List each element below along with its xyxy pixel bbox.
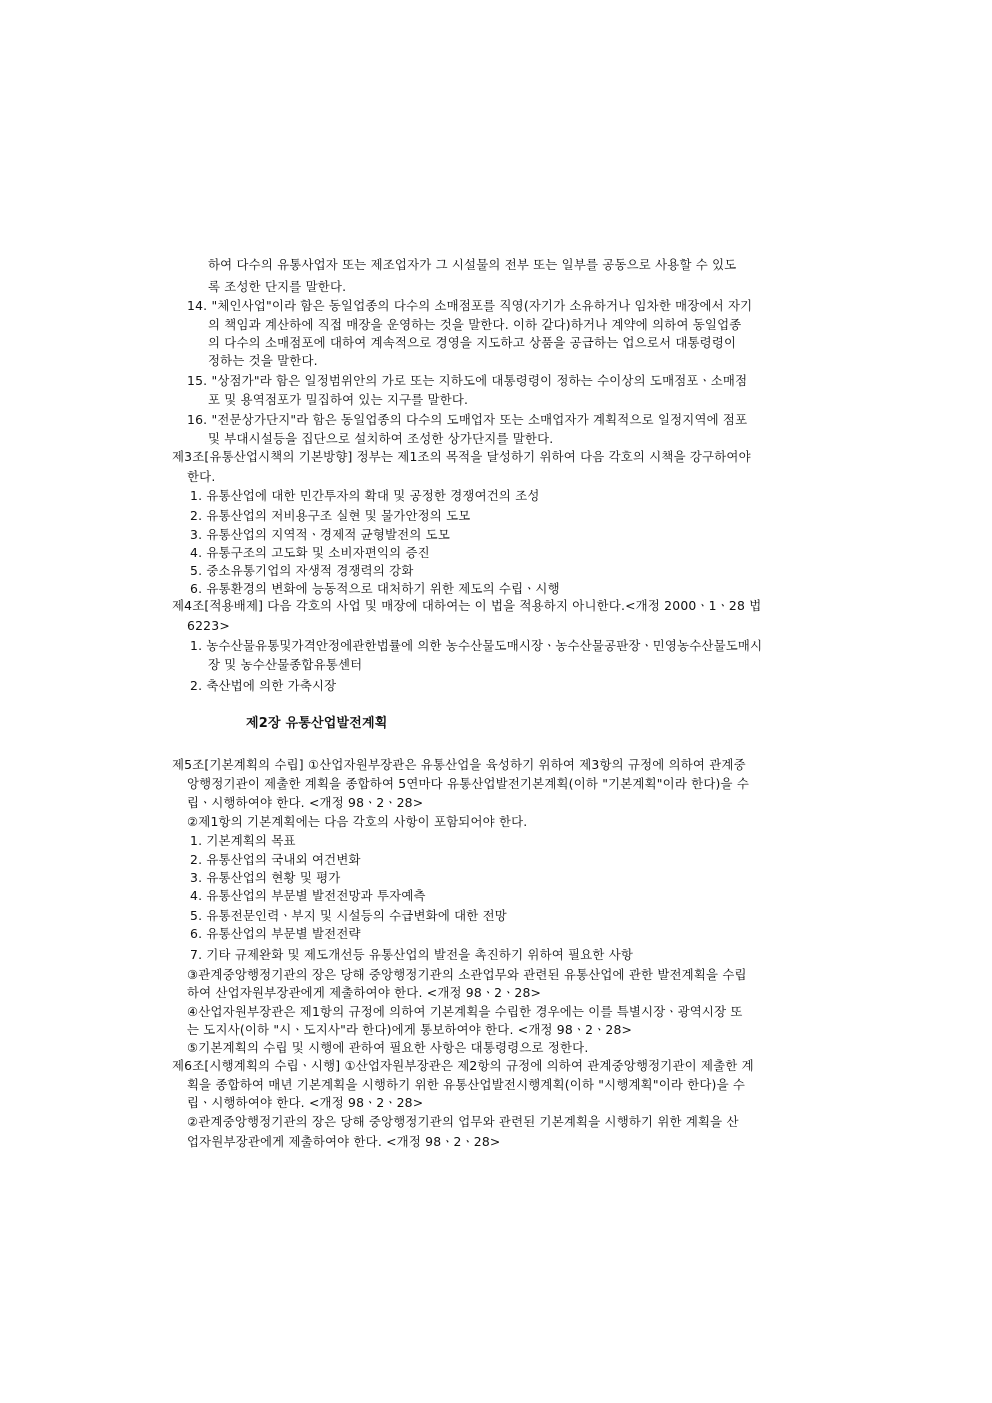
text-line: ②제1항의 기본계획에는 다음 각호의 사항이 포함되어야 한다. [187,814,528,829]
text-line: 정하는 것을 말한다. [208,353,318,368]
list-item: 3. 유통산업의 지역적ㆍ경제적 균형발전의 도모 [190,527,450,542]
list-item: 6. 유통환경의 변화에 능동적으로 대처하기 위한 제도의 수립ㆍ시행 [190,581,560,596]
text-line: 16. "전문상가단지"라 함은 동일업종의 다수의 도매업자 또는 소매업자가 계획적으로 일정지역에 점포 [187,412,748,427]
list-item: 4. 유통구조의 고도화 및 소비자편익의 증진 [190,545,430,560]
text-line: 포 및 용역점포가 밀집하여 있는 지구를 말한다. [208,392,469,407]
text-line: 장 및 농수산물종합유통센터 [208,657,363,672]
text-line: 는 도지사(이하 "시ㆍ도지사"라 한다)에게 통보하여야 한다. <개정 98ㆍ2ㆍ28> [187,1022,633,1037]
text-line: 하여 산업자원부장관에게 제출하여야 한다. <개정 98ㆍ2ㆍ28> [187,985,542,1000]
text-line: 의 다수의 소매점포에 대하여 계속적으로 경영을 지도하고 상품을 공급하는 업으로서 대통령령이 [208,335,737,350]
text-line: 6223> [187,618,230,633]
text-line: 15. "상점가"라 함은 일정범위안의 가로 또는 지하도에 대통령령이 정하는 수이상의 도매점포ㆍ소매점 [187,373,748,388]
text-line: 업자원부장관에게 제출하여야 한다. <개정 98ㆍ2ㆍ28> [187,1134,501,1149]
article-heading: 제6조[시행계획의 수립ㆍ시행] ①산업자원부장관은 제2항의 규정에 의하여 관계중앙행정기관이 제출한 계 [172,1058,754,1073]
article-heading: 제4조[적용배제] 다음 각호의 사업 및 매장에 대하여는 이 법을 적용하지 아니한다.<개정 2000ㆍ1ㆍ28 법 [172,598,762,613]
list-item: 4. 유통산업의 부문별 발전전망과 투자예측 [190,888,426,903]
list-item: 2. 유통산업의 저비용구조 실현 및 물가안정의 도모 [190,508,471,523]
text-line: 및 부대시설등을 집단으로 설치하여 조성한 상가단지를 말한다. [208,431,554,446]
list-item: 6. 유통산업의 부문별 발전전략 [190,926,361,941]
list-item: 3. 유통산업의 현황 및 평가 [190,870,341,885]
text-line: 의 책임과 계산하에 직접 매장을 운영하는 것을 말한다. 이하 같다)하거나 계약에 의하여 동일업종 [208,317,742,332]
list-item: 5. 유통전문인력ㆍ부지 및 시설등의 수급변화에 대한 전망 [190,908,507,923]
text-line: 록 조성한 단지를 말한다. [208,279,347,294]
text-line: 한다. [187,469,216,484]
article-heading: 제5조[기본계획의 수립] ①산업자원부장관은 유통산업을 육성하기 위하여 제3항의 규정에 의하여 관계중 [172,757,746,772]
list-item: 5. 중소유통기업의 자생적 경쟁력의 강화 [190,563,414,578]
text-line: 획을 종합하여 매년 기본계획을 시행하기 위한 유통산업발전시행계획(이하 "시행계획"이라 한다)을 수 [187,1077,746,1092]
list-item: 1. 기본계획의 목표 [190,833,296,848]
article-heading: 제3조[유통산업시책의 기본방향] 정부는 제1조의 목적을 달성하기 위하여 다음 각호의 시책을 강구하여야 [172,449,751,464]
text-line: 립ㆍ시행하여야 한다. <개정 98ㆍ2ㆍ28> [187,795,424,810]
text-line: 앙행정기관이 제출한 계획을 종합하여 5연마다 유통산업발전기본계획(이하 "기본계획"이라 한다)을 수 [187,776,750,791]
text-line: ②관계중앙행정기관의 장은 당해 중앙행정기관의 업무와 관련된 기본계획을 시행하기 위한 계획을 산 [187,1114,739,1129]
list-item: 1. 농수산물유통및가격안정에관한법률에 의한 농수산물도매시장ㆍ농수산물공판장ㆍ민영농수산물도매시 [190,638,763,653]
list-item: 7. 기타 규제완화 및 제도개선등 유통산업의 발전을 촉진하기 위하여 필요한 사항 [190,947,634,962]
text-line: ③관계중앙행정기관의 장은 당해 중앙행정기관의 소관업무와 관련된 유통산업에 관한 발전계획을 수립 [187,967,747,982]
text-line: ④산업자원부장관은 제1항의 규정에 의하여 기본계획을 수립한 경우에는 이를 특별시장ㆍ광역시장 또 [187,1004,743,1019]
text-line: 14. "체인사업"이라 함은 동일업종의 다수의 소매점포를 직영(자기가 소유하거나 임차한 매장에서 자기 [187,298,753,313]
list-item: 1. 유통산업에 대한 민간투자의 확대 및 공정한 경쟁여건의 조성 [190,488,540,503]
list-item: 2. 축산법에 의한 가축시장 [190,678,337,693]
text-line: 립ㆍ시행하여야 한다. <개정 98ㆍ2ㆍ28> [187,1095,424,1110]
text-line: 하여 다수의 유통사업자 또는 제조업자가 그 시설물의 전부 또는 일부를 공동으로 사용할 수 있도 [208,257,737,272]
chapter-heading: 제2장 유통산업발전계획 [246,716,388,731]
text-line: ⑤기본계획의 수립 및 시행에 관하여 필요한 사항은 대통령령으로 정한다. [187,1040,589,1055]
list-item: 2. 유통산업의 국내외 여건변화 [190,852,361,867]
